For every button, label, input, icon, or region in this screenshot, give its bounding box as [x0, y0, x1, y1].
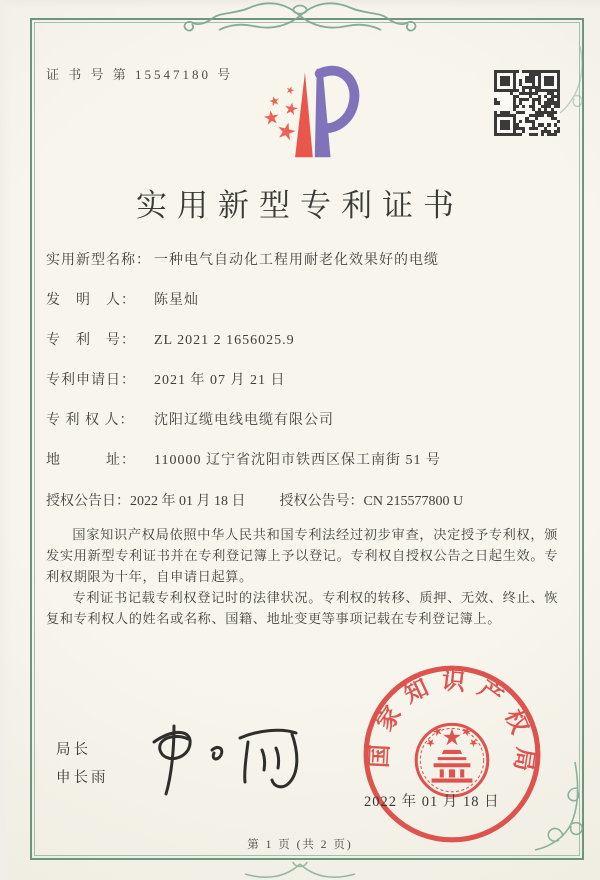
right-edge-curl-ornament — [556, 46, 586, 118]
legal-paragraph-2: 专利证书记载专利权登记时的法律状况。专利权的转移、质押、无效、终止、恢复和专利权人的姓名或名称、国籍、地址变更等事项记载在专利登记簿上。 — [46, 590, 558, 626]
certificate-fields — [46, 250, 558, 490]
grant-date-label: 授权公告日： — [46, 494, 130, 509]
signer-title: 局长 — [56, 742, 91, 758]
official-seal — [360, 662, 544, 846]
field-value: 陈星灿 — [154, 293, 199, 308]
field-row-name — [46, 250, 558, 290]
grant-no-label: 授权公告号： — [279, 494, 364, 509]
field-row-filing-date — [46, 370, 558, 410]
legal-paragraph-1: 国家知识产权局依照中华人民共和国专利法经过初步审查，决定授予专利权，颁发实用新型专利证书并在专利登记簿上予以登记。专利权自授权公告之日起生效。专利权期限为十年，自申请日起算。 — [46, 527, 558, 584]
field-label: 专 利 权 人： — [46, 413, 135, 428]
field-row-patent-no — [46, 330, 558, 370]
field-value: 2021 年 07 月 21 日 — [154, 373, 286, 388]
field-value: ZL 2021 2 1656025.9 — [154, 333, 295, 348]
grant-no-value: CN 215577800 U — [363, 494, 464, 509]
seal-date: 2022 年 01 月 18 日 — [364, 794, 500, 810]
grant-row — [46, 490, 566, 510]
field-label: 实用新型名称： — [46, 253, 151, 268]
page-footer: 第 1 页 (共 2 页) — [247, 839, 353, 851]
top-flourish-ornament — [175, 0, 425, 34]
certificate-title: 实用新型专利证书 — [136, 188, 464, 223]
national-emblem-icon — [416, 724, 488, 796]
field-label: 专利申请日： — [46, 373, 136, 388]
field-row-patentee — [46, 410, 558, 450]
cnipa-logo-icon — [242, 60, 360, 166]
signer-name: 申长雨 — [56, 770, 109, 786]
grant-date-value: 2022 年 01 月 18 日 — [130, 494, 246, 509]
bottom-center-flourish-ornament — [225, 860, 375, 880]
field-label: 专 利 号： — [46, 333, 136, 348]
field-label: 发 明 人： — [46, 293, 136, 308]
field-row-inventor — [46, 290, 558, 330]
certificate-number: 证 书 号 第 15547180 号 — [46, 67, 234, 82]
director-signature — [136, 720, 321, 800]
field-value: 110000 辽宁省沈阳市铁西区保工南街 51 号 — [154, 453, 441, 468]
qr-code — [494, 70, 560, 136]
legal-paragraphs — [46, 524, 558, 629]
field-label: 地 址： — [46, 453, 136, 468]
signer-block — [56, 736, 109, 792]
field-value: 一种电气自动化工程用耐老化效果好的电缆 — [154, 253, 439, 268]
field-value: 沈阳辽缆电线电缆有限公司 — [154, 413, 334, 428]
field-row-address — [46, 450, 558, 490]
seal-ring-text: 国家知识产权局 — [366, 668, 539, 784]
